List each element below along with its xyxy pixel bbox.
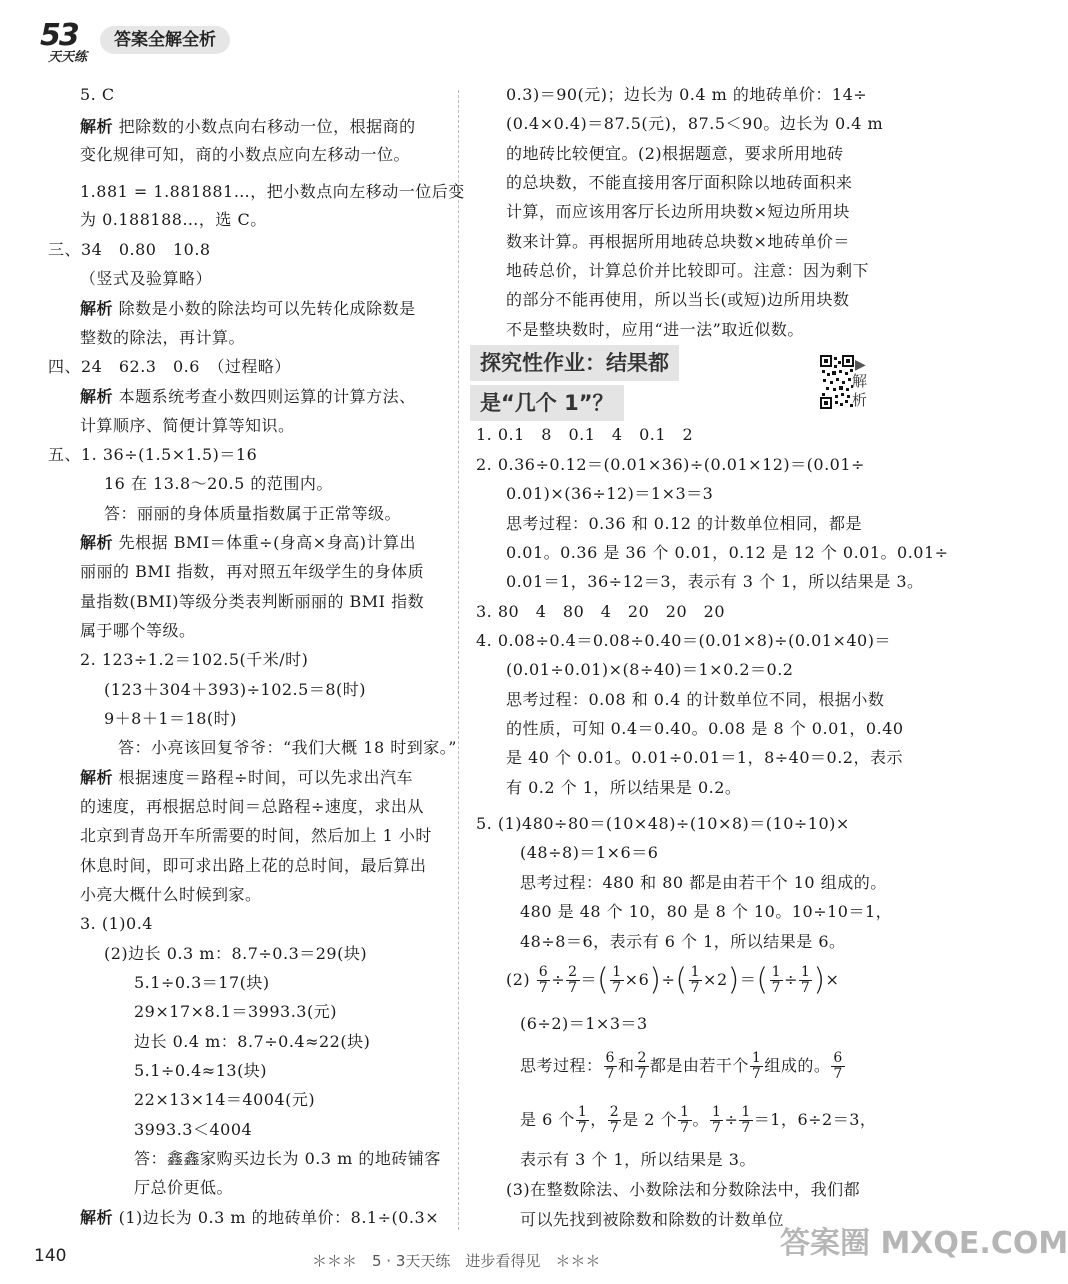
text-line: 22×13×14＝4004(元) (134, 1090, 316, 1109)
analysis-label: 解析 (80, 117, 114, 136)
text-line: 29×17×8.1＝3993.3(元) (134, 1002, 337, 1021)
text-line: 不是整块数时，应用“进一法”取近似数。 (506, 320, 804, 339)
text-line: 解析 除数是小数的除法均可以先转化成除数是 (80, 299, 416, 318)
text-line: 3. 80 4 80 4 20 20 20 (476, 602, 726, 621)
text-line: 解析 本题系统考查小数四则运算的计算方法、 (80, 387, 416, 406)
text-line: 0.01＝1，36÷12＝3，表示有 3 个 1，所以结果是 3。 (506, 572, 924, 591)
text-line: 休息时间，即可求出路上花的总时间，最后算出 (80, 856, 427, 875)
text-line: 3993.3＜4004 (134, 1120, 253, 1139)
text-line: 的部分不能再使用，所以当长(或短)边所用块数 (506, 290, 850, 309)
text-line: 16 在 13.8～20.5 的范围内。 (104, 474, 333, 493)
fraction-6-7: $\frac{6}{7}$ (538, 964, 549, 996)
text-line: 5. (1)480÷80＝(10×48)÷(10×8)＝(10÷10)× (476, 814, 850, 833)
analysis-label: 解析 (80, 387, 114, 406)
text-line: (0.4×0.4)＝87.5(元)，87.5＜90。边长为 0.4 m (506, 114, 884, 133)
site-watermark: 答案圈 MXQE.COM (780, 1226, 1068, 1261)
fraction-equation: (2) $\frac{6}{7}$ ÷ $\frac{2}{7}$ ＝( $\frac{1}{7}$ ×6)÷( $\frac{1}{7}$ ×2)＝( $\frac{1}{7}$ ÷ $\frac{1}{7}$ )× (506, 962, 840, 998)
text-line: 边长 0.4 m：8.7÷0.4≈22(块) (134, 1032, 371, 1051)
text-line: 4. 0.08÷0.4＝0.08÷0.40＝(0.01×8)÷(0.01×40)＝ (476, 631, 891, 650)
text-line: 是 40 个 0.01。0.01÷0.01＝1，8÷40＝0.2，表示 (506, 748, 903, 767)
analysis-label: 解析 (80, 533, 114, 552)
text-line: 5. C (80, 85, 115, 104)
text-line: (123＋304＋393)÷102.5＝8(时) (104, 680, 366, 699)
text-line: 可以先找到被除数和除数的计数单位 (520, 1210, 785, 1229)
section-banner-line2: 是“几个 1”？ (470, 385, 624, 421)
text-line: 厅总价更低。 (134, 1178, 234, 1197)
text-line: 四、24 62.3 0.6 （过程略） (48, 357, 291, 376)
text-line: 思考过程：0.36 和 0.12 的计数单位相同，都是 (506, 514, 863, 533)
text-line: 答：鑫鑫家购买边长为 0.3 m 的地砖铺客 (134, 1149, 441, 1168)
logo-sub: 天天练 (48, 50, 88, 65)
text-line: 5.1÷0.4≈13(块) (134, 1061, 268, 1080)
text-line: 思考过程：480 和 80 都是由若干个 10 组成的。 (520, 873, 887, 892)
text-line: 1. 0.1 8 0.1 4 0.1 2 (476, 425, 694, 444)
text-line: 480 是 48 个 10，80 是 8 个 10。10÷10＝1， (520, 902, 893, 921)
text-line: 北京到青岛开车所需要的时间，然后加上 1 小时 (80, 826, 432, 845)
text-line: 为 0.188188…，选 C。 (80, 210, 267, 229)
text-line: 48÷8＝6，表示有 6 个 1，所以结果是 6。 (520, 932, 846, 951)
text-line: 计算，而应该用客厅长边所用块数×短边所用块 (506, 202, 850, 221)
fraction-think-line: 思考过程： $\frac{6}{7}$ 和 $\frac{2}{7}$ 都是由若干个 $\frac{1}{7}$ 组成的。 $\frac{6}{7}$ (520, 1050, 843, 1082)
text-line: (0.01÷0.01)×(8÷40)＝1×0.2＝0.2 (506, 660, 794, 679)
text-line: 的总块数，不能直接用客厅面积除以地砖面积来 (506, 173, 853, 192)
text-line: (6÷2)＝1×3＝3 (520, 1014, 648, 1033)
column-divider (458, 90, 459, 1230)
page-number: 140 (34, 1246, 67, 1266)
text-line: 0.3)＝90(元)；边长为 0.4 m 的地砖单价：14÷ (506, 85, 868, 104)
text-line: 3. (1)0.4 (80, 914, 153, 933)
text-line: 思考过程：0.08 和 0.4 的计数单位不同，根据小数 (506, 690, 885, 709)
text-line: 五、1. 36÷(1.5×1.5)＝16 (48, 445, 258, 464)
footer-slogan: ＊＊＊ 5 · 3天天练 进步看得见 ＊＊＊ (312, 1252, 601, 1270)
text-line: 的性质，可知 0.4＝0.40。0.08 是 8 个 0.01，0.40 (506, 719, 904, 738)
text-line: （竖式及验算略） (80, 269, 213, 288)
text-line: 小亮大概什么时候到家。 (80, 885, 262, 904)
text-line: 解析 把除数的小数点向右移动一位，根据商的 (80, 117, 416, 136)
analysis-label: 解析 (80, 768, 114, 787)
brand-logo (38, 18, 100, 66)
text-line: 计算顺序、简便计算等知识。 (80, 416, 295, 435)
text-line: (3)在整数除法、小数除法和分数除法中，我们都 (506, 1180, 861, 1199)
analysis-label: 解析 (80, 299, 114, 318)
text-line: 属于哪个等级。 (80, 621, 196, 640)
fraction-count-line: 是 6 个 $\frac{1}{7}$ ， $\frac{2}{7}$ 是 2 个 $\frac{1}{7}$ 。 $\frac{1}{7}$ ÷ $\frac{1}{7}$ ＝1，6÷2＝3， (520, 1104, 877, 1136)
qr-label: 解 析 (852, 372, 868, 409)
logo-main: 53 (40, 18, 78, 53)
text-line: 解析 根据速度＝路程÷时间，可以先求出汽车 (80, 768, 414, 787)
text-line: 2. 0.36÷0.12＝(0.01×36)÷(0.01×12)＝(0.01÷ (476, 455, 865, 474)
text-line: 1.881 = 1.881881…，把小数点向左移动一位后变 (80, 182, 465, 201)
text-line: (2)边长 0.3 m：8.7÷0.3＝29(块) (104, 944, 368, 963)
analysis-label: 解析 (80, 1208, 114, 1227)
text-line: 变化规律可知，商的小数点应向左移动一位。 (80, 145, 411, 164)
text-line: (48÷8)＝1×6＝6 (520, 843, 659, 862)
text-line: 量指数(BMI)等级分类表判断丽丽的 BMI 指数 (80, 592, 425, 611)
text-line: 0.01。0.36 是 36 个 0.01，0.12 是 12 个 0.01。0.01÷ (506, 543, 949, 562)
section-banner-line1: 探究性作业：结果都 (470, 345, 679, 381)
text-line: 答：小亮该回复爷爷：“我们大概 18 时到家。” (118, 738, 457, 757)
text-line: 三、34 0.80 10.8 (48, 240, 211, 259)
text-line: 解析 (1)边长为 0.3 m 的地砖单价：8.1÷(0.3× (80, 1208, 440, 1227)
text-line: 整数的除法，再计算。 (80, 328, 246, 347)
text-line: 的地砖比较便宜。(2)根据题意，要求所用地砖 (506, 144, 844, 163)
play-icon[interactable]: ▶ (855, 357, 866, 373)
text-line: 2. 123÷1.2＝102.5(千米/时) (80, 650, 309, 669)
text-line: 0.01)×(36÷12)＝1×3＝3 (506, 484, 714, 503)
text-line: 5.1÷0.3＝17(块) (134, 973, 270, 992)
text-line: 有 0.2 个 1，所以结果是 0.2。 (506, 778, 742, 797)
text-line: 地砖总价，计算总价并比较即可。注意：因为剩下 (506, 261, 870, 280)
text-line: 答：丽丽的身体质量指数属于正常等级。 (104, 504, 402, 523)
text-line: 解析 先根据 BMI＝体重÷(身高×身高)计算出 (80, 533, 416, 552)
text-line: 表示有 3 个 1，所以结果是 3。 (520, 1150, 756, 1169)
qr-code-icon[interactable] (820, 355, 854, 409)
text-line: 9＋8＋1＝18(时) (104, 709, 237, 728)
text-line: 的速度，再根据总时间＝总路程÷速度，求出从 (80, 797, 424, 816)
header-title: 答案全解全析 (100, 26, 230, 54)
text-line: 数来计算。再根据所用地砖总块数×地砖单价＝ (506, 232, 850, 251)
text-line: 丽丽的 BMI 指数，再对照五年级学生的身体质 (80, 562, 425, 581)
